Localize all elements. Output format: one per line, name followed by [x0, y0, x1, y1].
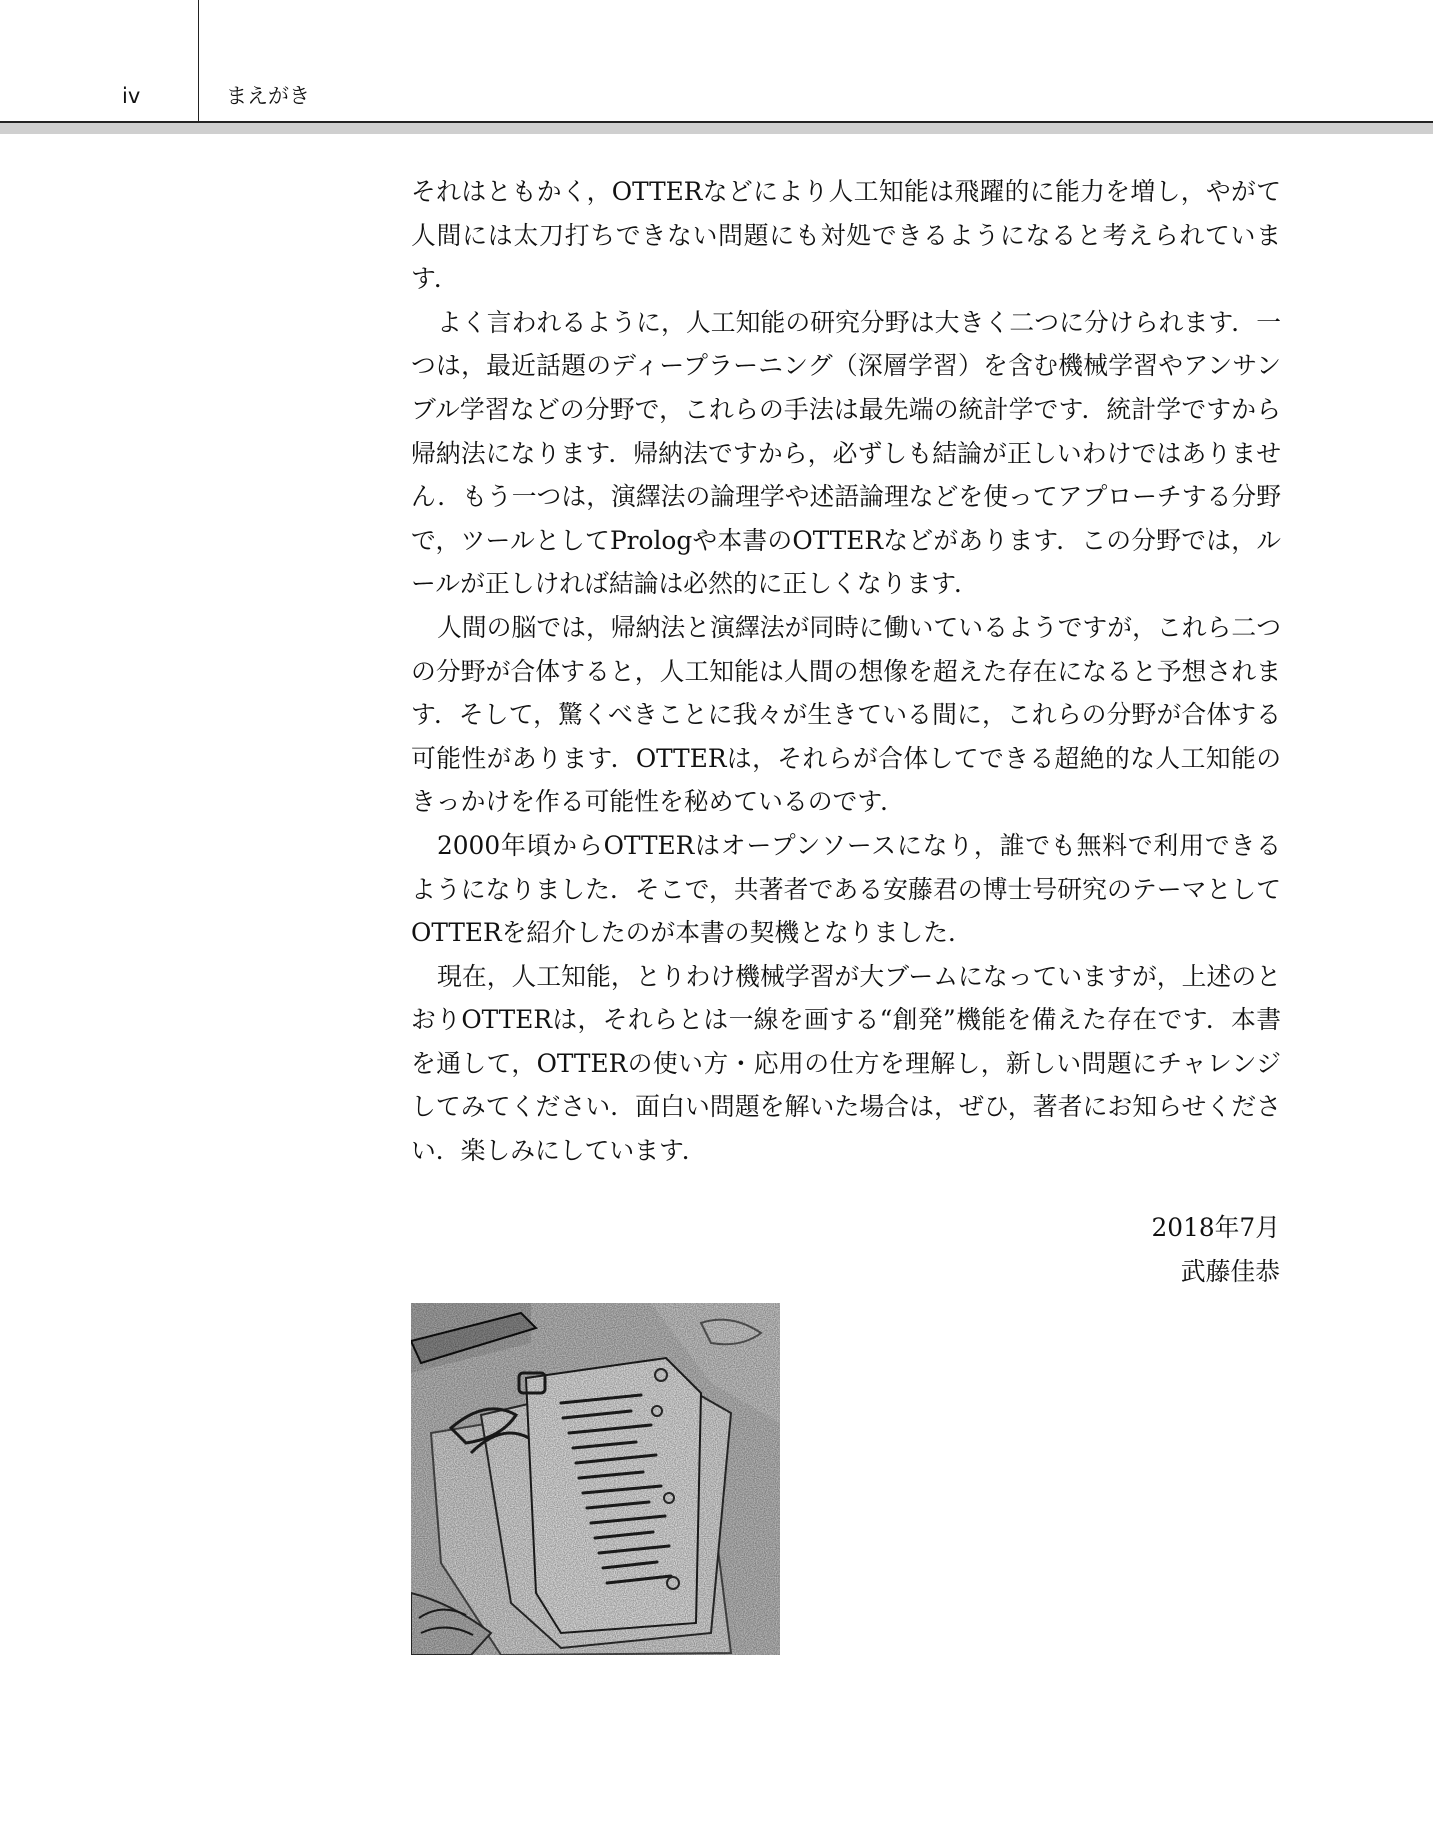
- signature: [1000, 1206, 1280, 1294]
- signature-author: 武藤佳恭: [1180, 1257, 1280, 1286]
- header-band: [0, 123, 1433, 134]
- paragraph: 現在，人工知能，とりわけ機械学習が大ブームになっていますが，上述のとおりOTTERは，それらとは一線を画する“創発”機能を備えた存在です．本書を通して，OTTERの使い方・応用の仕方を理解し，新しい問題にチャレンジしてみてください．面白い問題を解いた場合は，ぜひ，著者にお知らせください．楽しみにしています．: [411, 961, 1281, 1166]
- paragraph: それはともかく，OTTERなどにより人工知能は飛躍的に能力を増し，やがて人間には太刀打ちできない問題にも対処できるようになると考えられています．: [411, 177, 1281, 294]
- body-text: [411, 170, 1281, 1173]
- paragraph: 2000年頃からOTTERはオープンソースになり，誰でも無料で利用できるようになりました．そこで，共著者である安藤君の博士号研究のテーマとしてOTTERを紹介したのが本書の契機となりました．: [411, 830, 1281, 948]
- paragraph: 人間の脳では，帰納法と演繹法が同時に働いているようですが，これら二つの分野が合体すると，人工知能は人間の想像を超えた存在になると予想されます．そして，驚くべきことに我々が生きている間に，これらの分野が合体する可能性があります．OTTERは，それらが合体してできる超絶的な人工知能のきっかけを作る可能性を秘めているのです．: [411, 612, 1281, 817]
- photo-printout-on-desk: [411, 1303, 780, 1655]
- page-header: [0, 0, 1433, 122]
- paragraph: よく言われるように，人工知能の研究分野は大きく二つに分けられます．一つは，最近話題のディープラーニング（深層学習）を含む機械学習やアンサンブル学習などの分野で，これらの手法は最先端の統計学です．統計学ですから帰納法になります．帰納法ですから，必ずしも結論が正しいわけではありません．もう一つは，演繹法の論理学や述語論理などを使ってアプローチする分野で，ツールとしてPrologや本書のOTTERなどがあります．この分野では，ルールが正しければ結論は必然的に正しくなります．: [411, 307, 1281, 599]
- photo-illustration: [411, 1303, 780, 1655]
- header-divider: [198, 0, 199, 121]
- running-title: まえがき: [226, 84, 310, 108]
- page-number: iv: [122, 84, 141, 108]
- signature-date: 2018年7月: [1151, 1213, 1280, 1242]
